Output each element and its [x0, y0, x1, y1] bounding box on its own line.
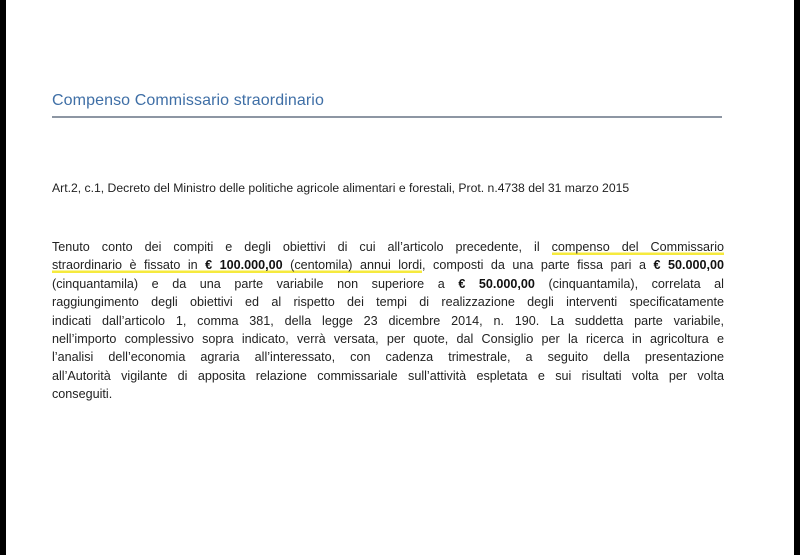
document-page — [6, 0, 794, 555]
paragraph-line-5: indicati dall’articolo 1, comma 381, della legge 23 dicembre 2014, n. 190. La suddetta parte variabile, — [52, 313, 724, 328]
section-heading: Compenso Commissario straordinario — [52, 92, 324, 109]
legal-reference: Art.2, c.1, Decreto del Ministro delle politiche agricole alimentari e forestali, Prot. n.4738 del 31 marzo 2015 — [52, 181, 630, 195]
text-run: straordinario è fissato in — [52, 258, 206, 273]
paragraph-line-1 — [52, 238, 724, 256]
amount-total: € 100.000,00 — [205, 258, 283, 273]
paragraph-line-9: conseguiti. — [52, 387, 113, 402]
paragraph-line-3 — [52, 275, 724, 293]
text-run: (centomila) annui lordi — [282, 258, 423, 273]
heading-underline — [52, 116, 722, 118]
paragraph-line-6: nell’importo complessivo sopra indicato, verrà versata, per quote, dal Consiglio per la ricerca in agricoltura e — [52, 331, 724, 346]
text-run: Tenuto conto dei compiti e degli obiettivi di cui all’articolo precedente, il — [52, 240, 552, 254]
text-run: (cinquantamila), correlata al — [534, 276, 724, 291]
text-run: (cinquantamila) e da una parte variabile non superiore a — [52, 276, 459, 291]
paragraph-line-7: l’analisi dell’economia agraria all’interessato, con cadenza trimestrale, a seguito della presentazione — [52, 350, 724, 365]
text-run: , composti da una parte fissa pari a — [422, 258, 654, 273]
paragraph-line-2 — [52, 256, 724, 274]
body-paragraph — [52, 238, 724, 404]
amount-variable: € 50.000,00 — [458, 276, 535, 291]
amount-fixed: € 50.000,00 — [653, 258, 724, 273]
paragraph-line-4: raggiungimento degli obiettivi ed al rispetto dei tempi di realizzazione degli interventi specificatamente — [52, 295, 724, 310]
paragraph-line-8: all’Autorità vigilante di apposita relazione commissariale sull’attività espletata e sui risultati volta per volta — [52, 368, 724, 383]
highlighted-text — [52, 258, 422, 273]
highlighted-text: compenso del Commissario — [551, 240, 725, 254]
